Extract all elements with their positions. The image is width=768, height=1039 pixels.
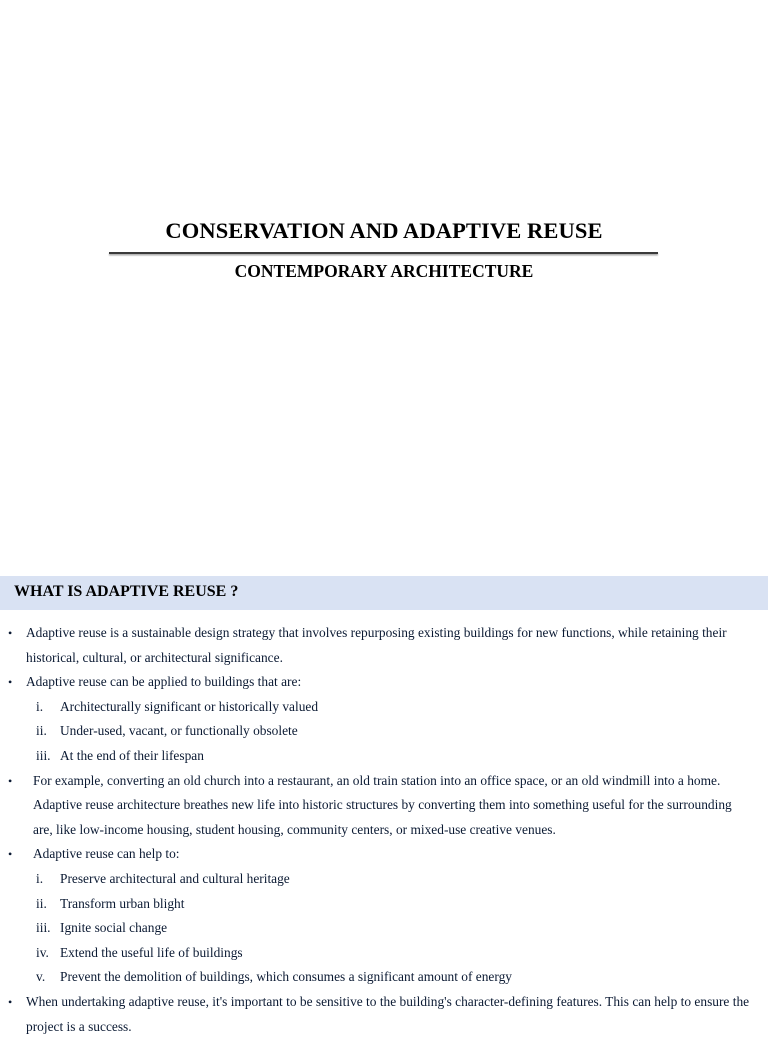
numbered-list-item: [0, 916, 768, 941]
bullet-text: When undertaking adaptive reuse, it's important to be sensitive to the building's character-defining features. This can help to ensure the project is a success.: [26, 993, 750, 1034]
list-item-text: Extend the useful life of buildings: [60, 944, 243, 960]
bullet-marker: •: [8, 847, 13, 862]
numbered-list-item: [0, 965, 768, 990]
bullet-text: Adaptive reuse can be applied to buildings that are:: [26, 674, 302, 690]
numbered-list-item: [0, 867, 768, 892]
bullet-item: [0, 621, 768, 670]
list-item-text: Under-used, vacant, or functionally obsolete: [60, 723, 298, 739]
section-content: [0, 621, 768, 1039]
bullet-marker: •: [8, 675, 13, 690]
numbered-list-item: [0, 719, 768, 744]
page-title: CONSERVATION AND ADAPTIVE REUSE: [165, 218, 603, 243]
list-number: ii.: [36, 895, 47, 911]
page-subtitle: CONTEMPORARY ARCHITECTURE: [234, 261, 534, 281]
bullet-marker: •: [8, 626, 13, 640]
numbered-list-item: [0, 695, 768, 720]
bullet-marker: •: [8, 773, 13, 788]
bullet-text: Adaptive reuse can help to:: [33, 846, 180, 862]
list-number: iv.: [36, 944, 49, 960]
bullet-item: [0, 842, 768, 867]
list-item-text: Ignite social change: [60, 920, 168, 936]
list-number: v.: [36, 969, 46, 985]
bullet-item: [0, 769, 768, 843]
numbered-list-item: [0, 744, 768, 769]
bullet-text: Adaptive reuse is a sustainable design strategy that involves repurposing existing buildings for new functions, while retaining their historical, cultural, or architectural significance.: [26, 625, 727, 665]
list-number: i.: [36, 870, 44, 886]
section-heading: WHAT IS ADAPTIVE REUSE ?: [14, 583, 239, 600]
bullet-item: [0, 670, 768, 695]
bullet-item: [0, 990, 768, 1039]
list-item-text: At the end of their lifespan: [60, 747, 204, 763]
list-number: ii.: [36, 723, 47, 739]
title-divider: [109, 252, 658, 254]
list-item-text: Preserve architectural and cultural heritage: [60, 870, 290, 886]
bullet-marker: •: [8, 994, 13, 1009]
list-item-text: Transform urban blight: [60, 895, 185, 911]
list-number: iii.: [36, 747, 51, 763]
list-number: i.: [36, 698, 44, 714]
numbered-list-item: [0, 892, 768, 917]
list-item-text: Architecturally significant or historically valued: [60, 698, 319, 714]
numbered-list-item: [0, 941, 768, 966]
list-number: iii.: [36, 920, 51, 936]
list-item-text: Prevent the demolition of buildings, which consumes a significant amount of energy: [60, 969, 512, 985]
bullet-text: For example, converting an old church into a restaurant, an old train station into an office space, or an old windmill into a home. Adaptive reuse architecture breathes new life into historic structures by converting them into something useful for the surrounding are, like low-income housing, student housing, community centers, or mixed-use creative venues.: [33, 772, 732, 837]
